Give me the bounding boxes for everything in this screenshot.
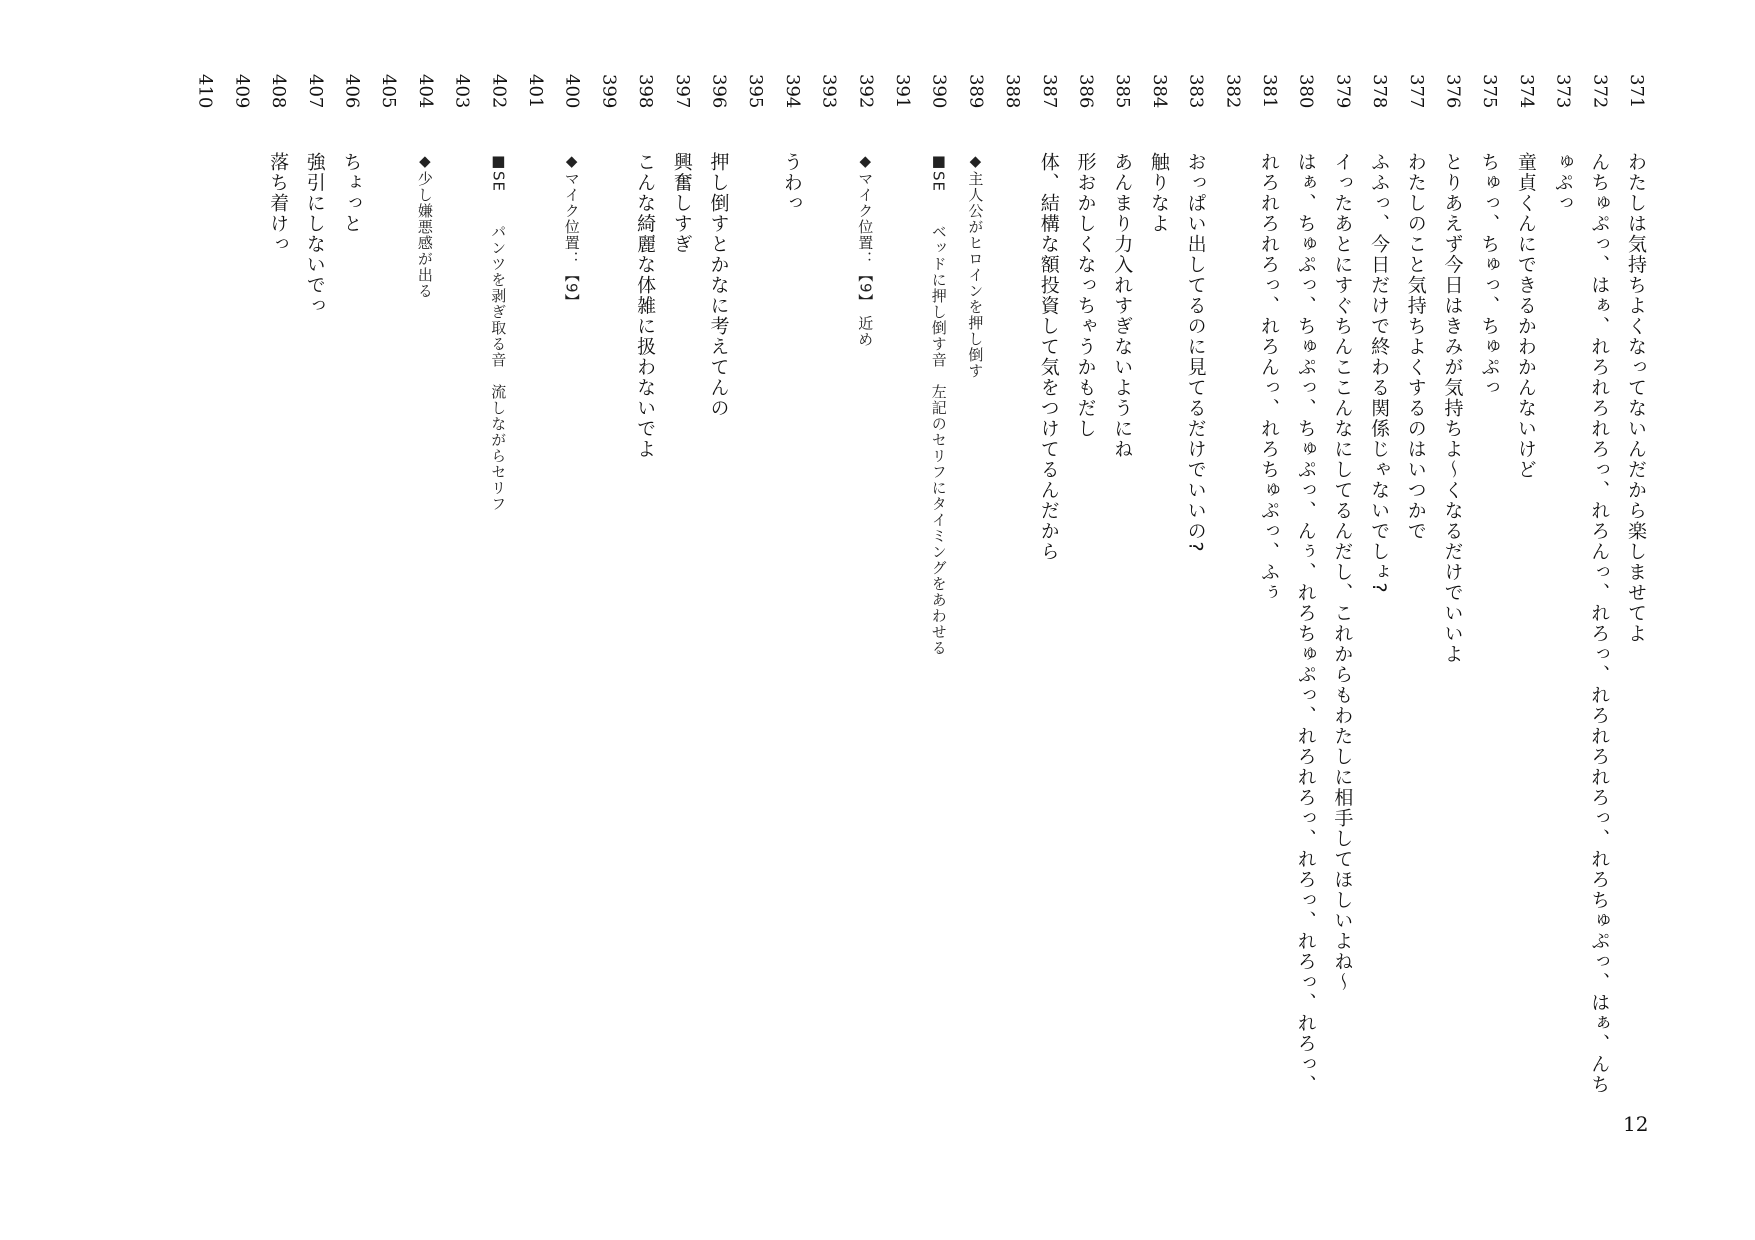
dialogue-line: ゅぷっ — [1551, 152, 1574, 214]
dialogue-line: 形おかしくなっちゃうかもだし — [1074, 152, 1097, 439]
dialogue-line: 強引にしないでっ — [303, 152, 326, 316]
dialogue-line: 触りなよ — [1147, 152, 1170, 234]
line-number: 406 — [341, 74, 363, 109]
line-number: 372 — [1589, 74, 1611, 109]
line-number: 394 — [781, 74, 803, 109]
dialogue-line: おっぱい出してるのに見てるだけでいいの? — [1184, 152, 1207, 554]
script-line — [884, 74, 920, 1174]
script-line — [1178, 74, 1214, 1174]
script-line — [664, 74, 700, 1174]
script-line — [1618, 74, 1654, 1174]
stage-direction: ■SE パンツを剥ぎ取る音 流しながらセリフ — [489, 152, 508, 512]
line-number: 402 — [488, 74, 510, 109]
script-line — [1288, 74, 1324, 1174]
line-number: 376 — [1442, 74, 1464, 109]
line-number: 383 — [1185, 74, 1207, 109]
script-line — [260, 74, 296, 1174]
stage-direction: ◆少し嫌悪感が出る — [415, 152, 434, 299]
dialogue-line: 興奮しすぎ — [670, 152, 693, 255]
script-line — [847, 74, 883, 1174]
script-line — [957, 74, 993, 1174]
line-number: 388 — [1002, 74, 1024, 109]
script-line — [1471, 74, 1507, 1174]
dialogue-line: ちょっと — [340, 152, 363, 234]
script-line — [370, 74, 406, 1174]
stage-direction: ■SE ベッドに押し倒す音 左記のセリフにタイミングをあわせる — [929, 152, 948, 656]
stage-direction: ◆マイク位置：【9】 — [562, 152, 581, 310]
line-number: 387 — [1038, 74, 1060, 109]
line-number: 390 — [928, 74, 950, 109]
script-line — [407, 74, 443, 1174]
script-line — [297, 74, 333, 1174]
script-line — [921, 74, 957, 1174]
line-number: 398 — [635, 74, 657, 109]
script-line — [1361, 74, 1397, 1174]
line-number: 379 — [1332, 74, 1354, 109]
line-number: 397 — [671, 74, 693, 109]
dialogue-line: とりあえず今日はきみが気持ちよ～くなるだけでいいよ — [1441, 152, 1464, 665]
script-line — [627, 74, 663, 1174]
script-line — [737, 74, 773, 1174]
dialogue-line: れろれろれろっ、れろんっ、れろちゅぷっ、ふぅ — [1258, 152, 1280, 603]
script-line — [444, 74, 480, 1174]
dialogue-line: んちゅぷっ、はぁ、れろれろれろっ、れろんっ、れろっ、れろれろれろっ、れろちゅぷっ、はぁ、んち — [1588, 152, 1611, 1095]
stage-direction: ◆主人公がヒロインを押し倒す — [966, 152, 985, 379]
dialogue-line: 体、結構な額投資して気をつけてるんだから — [1037, 152, 1060, 562]
dialogue-line: わたしは気持ちよくなってないんだから楽しませてよ — [1625, 152, 1647, 644]
script-line — [223, 74, 259, 1174]
dialogue-line: 押し倒すとかなに考えてんの — [707, 152, 730, 419]
script-line — [517, 74, 553, 1174]
script-line — [1104, 74, 1140, 1174]
line-number: 371 — [1626, 74, 1647, 109]
line-number: 381 — [1259, 74, 1280, 109]
dialogue-line: はぁ、ちゅぷっ、ちゅぷっ、ちゅぷっ、んぅ、れろちゅぷっ、れろれろっ、れろっ、れろっ、れろっ、 — [1294, 152, 1317, 1095]
line-number: 373 — [1552, 74, 1574, 109]
script-line — [1398, 74, 1434, 1174]
line-number: 396 — [708, 74, 730, 109]
line-number: 378 — [1369, 74, 1391, 109]
line-number: 374 — [1515, 74, 1537, 109]
line-number: 377 — [1405, 74, 1427, 109]
line-number: 385 — [1112, 74, 1134, 109]
script-line — [554, 74, 590, 1174]
dialogue-line: イったあとにすぐちんここんなにしてるんだし、これからもわたしに相手してほしいよね～ — [1331, 152, 1354, 993]
dialogue-line: うわっ — [780, 152, 803, 214]
line-number: 408 — [268, 74, 290, 109]
line-number: 404 — [414, 74, 436, 109]
dialogue-line: こんな綺麗な体雑に扱わないでよ — [634, 152, 657, 460]
script-line — [1141, 74, 1177, 1174]
line-number: 399 — [598, 74, 620, 109]
line-number: 393 — [818, 74, 840, 109]
line-number: 382 — [1222, 74, 1244, 109]
dialogue-line: ちゅっ、ちゅっ、ちゅぷっ — [1478, 152, 1501, 398]
line-number: 409 — [231, 74, 253, 109]
script-line — [590, 74, 626, 1174]
line-number: 384 — [1148, 74, 1170, 109]
script-line — [774, 74, 810, 1174]
script-line — [701, 74, 737, 1174]
line-number: 407 — [304, 74, 326, 109]
script-line — [1031, 74, 1067, 1174]
script-line — [1068, 74, 1104, 1174]
line-number: 403 — [451, 74, 473, 109]
stage-direction: ◆マイク位置：【9】 近め — [856, 152, 875, 348]
script-line — [1214, 74, 1250, 1174]
page-number: 12 — [1623, 1112, 1649, 1136]
script-line — [1581, 74, 1617, 1174]
line-number: 410 — [194, 74, 216, 109]
script-line — [480, 74, 516, 1174]
line-number: 391 — [892, 74, 913, 109]
line-number: 389 — [965, 74, 987, 109]
dialogue-line: わたしのこと気持ちよくするのはいつかで — [1404, 152, 1427, 542]
line-number: 380 — [1295, 74, 1317, 109]
line-number: 395 — [745, 74, 767, 109]
script-line — [334, 74, 370, 1174]
dialogue-line: 童貞くんにできるかわかんないけど — [1514, 152, 1537, 480]
line-number: 401 — [525, 74, 546, 109]
script-line — [811, 74, 847, 1174]
line-number: 375 — [1479, 74, 1501, 109]
script-line — [1508, 74, 1544, 1174]
script-line — [1324, 74, 1360, 1174]
dialogue-line: 落ち着けっ — [267, 152, 290, 255]
line-number: 386 — [1075, 74, 1097, 109]
script-line — [994, 74, 1030, 1174]
script-line — [1545, 74, 1581, 1174]
script-line — [1435, 74, 1471, 1174]
line-number: 400 — [561, 74, 583, 109]
script-line — [1251, 74, 1287, 1174]
dialogue-line: あんまり力入れすぎないようにね — [1111, 152, 1134, 460]
line-number: 392 — [855, 74, 877, 109]
line-number: 405 — [378, 74, 400, 109]
script-line — [187, 74, 223, 1174]
dialogue-line: ふふっ、今日だけで終わる関係じゃないでしょ? — [1368, 152, 1391, 595]
